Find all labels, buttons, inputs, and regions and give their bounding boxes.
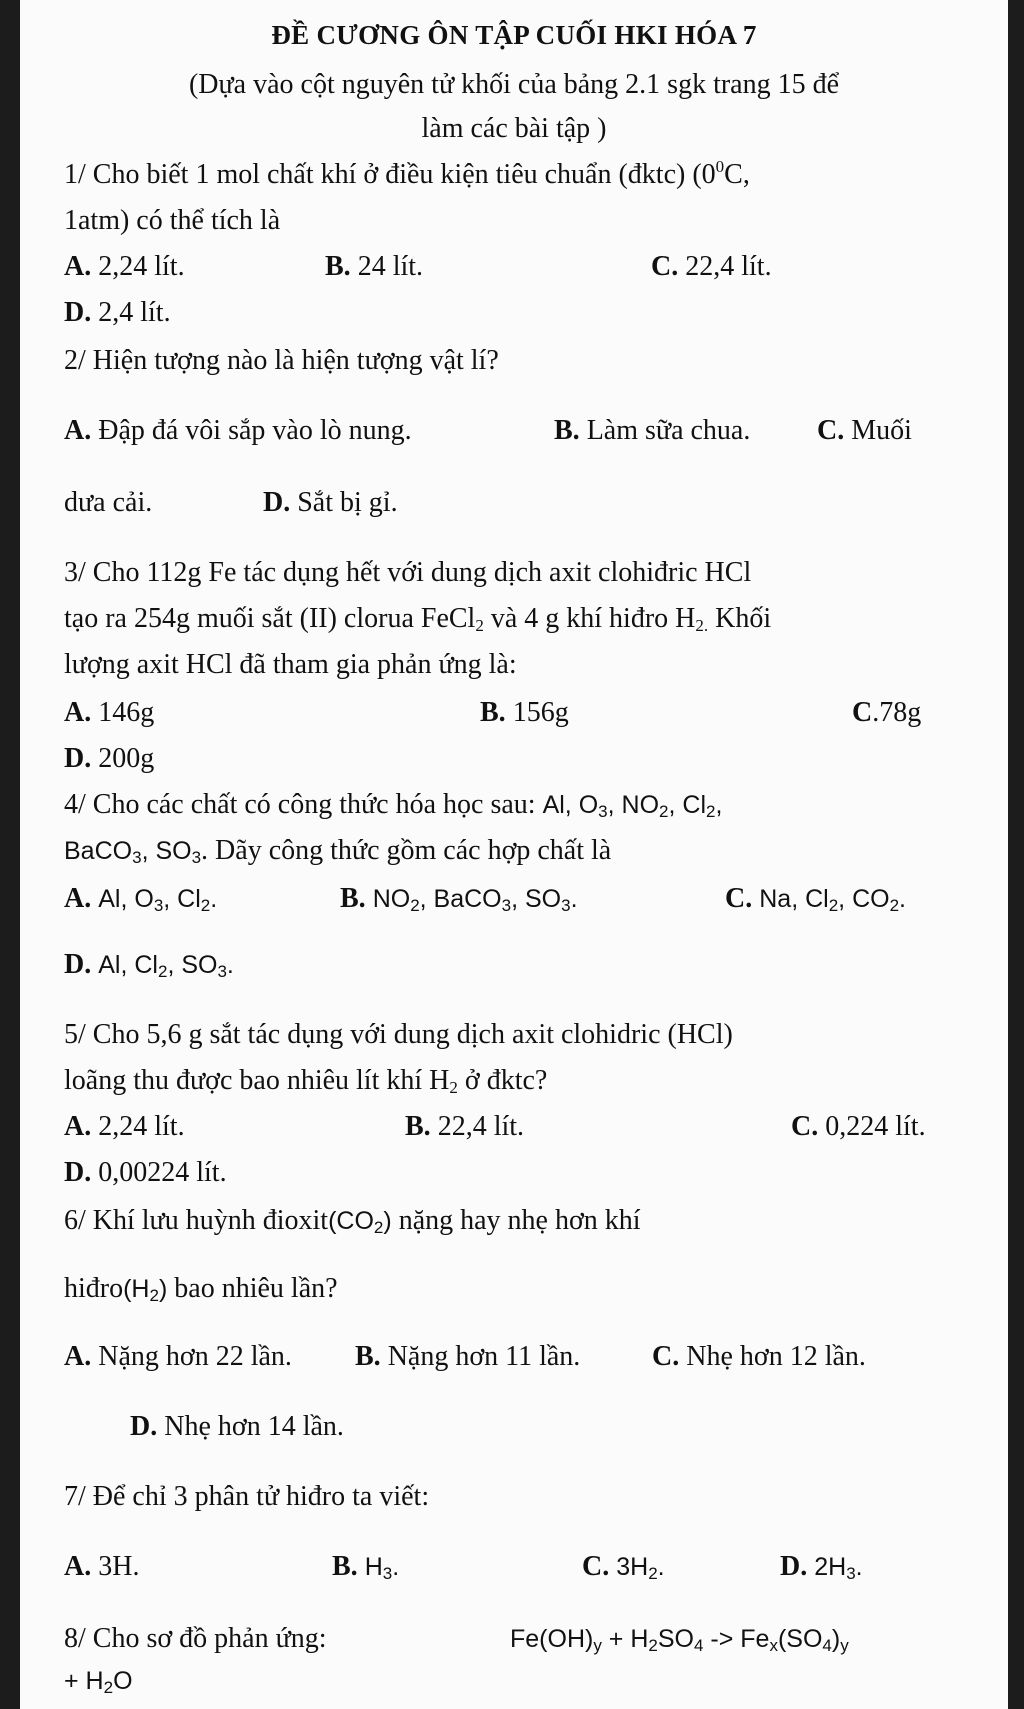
q1-option-b: B. 24 lít.	[325, 251, 424, 282]
q2-option-c-cont: dưa cải.	[64, 487, 153, 518]
q6-option-b: B. Nặng hơn 11 lần.	[355, 1341, 581, 1372]
q1-line-1: 1/ Cho biết 1 mol chất khí ở điều kiện tiêu chuẩn (đktc) ($0^0C$,	[64, 157, 750, 190]
q3-line-1: 3/ Cho 112g Fe tác dụng hết với dung dịch axit clohiđric HCl	[64, 557, 752, 588]
q5-option-b: B. 22,4 lít.	[405, 1111, 525, 1142]
q4-option-a: A. Al, $O_3$, $Cl_2$.	[64, 883, 218, 915]
q8-equation: $Fe(OH)_y + H_2SO_4 -> Fe_x(SO_4)_y$	[510, 1625, 849, 1655]
q4-line-1: 4/ Cho các chất có công thức hóa học sau: Al, $O_3$, $NO_2$, $Cl_2$,	[64, 789, 723, 821]
subtitle-line-2: làm các bài tập )	[421, 113, 607, 144]
q1-option-d: D. 2,4 lít.	[64, 297, 171, 328]
q6-option-a: A. Nặng hơn 22 lần.	[64, 1341, 292, 1372]
q5-line-1: 5/ Cho 5,6 g sắt tác dụng với dung dịch axit clohidric (HCl)	[64, 1019, 733, 1050]
subtitle-line-1: (Dựa vào cột nguyên tử khối của bảng 2.1 sgk trang 15 để	[188, 69, 840, 100]
q7-line-1: 7/ Để chỉ 3 phân tử hiđro ta viết:	[64, 1481, 430, 1512]
q1-option-c: C. 22,4 lít.	[651, 251, 772, 282]
q4-option-c: C. Na, $Cl_2$, $CO_2$.	[725, 883, 906, 915]
q6-line-1: 6/ Khí lưu huỳnh $đioxit(CO_2)$ nặng hay nhẹ hơn khí	[64, 1205, 641, 1237]
page-title: ĐỀ CƯƠNG ÔN TẬP CUỐI HKI HÓA 7	[271, 20, 757, 50]
q3-line-2: tạo ra 254g muối sắt (II) clorua FeCl$_2$ và 4 g khí hiđro $H_{2.}$ Khối	[64, 603, 772, 635]
q8-line-1: 8/ Cho sơ đồ phản ứng:	[64, 1623, 327, 1654]
q1-line-2: 1atm) có thể tích là	[64, 205, 281, 236]
q2-option-d: D. Sắt bị gỉ.	[263, 487, 398, 518]
q3-option-a: A. 146g	[64, 697, 155, 728]
q2-option-a: A. Đập đá vôi sắp vào lò nung.	[64, 415, 412, 446]
q5-option-c: C. 0,224 lít.	[791, 1111, 926, 1142]
document-page	[20, 0, 1008, 1709]
q5-option-d: D. 0,00224 lít.	[64, 1157, 227, 1188]
q7-option-d: D. $2H_3$.	[780, 1551, 863, 1583]
q2-option-b: B. Làm sữa chua.	[554, 415, 751, 446]
q6-line-2: $hiđro(H_2)$ bao nhiêu lần?	[64, 1273, 338, 1305]
q2-line-1: 2/ Hiện tượng nào là hiện tượng vật lí?	[64, 345, 499, 376]
q5-option-a: A. 2,24 lít.	[64, 1111, 185, 1142]
q3-option-d: D. 200g	[64, 743, 155, 774]
q3-line-3: lượng axit HCl đã tham gia phản ứng là:	[64, 649, 517, 680]
q7-option-a: A. 3H.	[64, 1551, 140, 1582]
q4-option-b: B. $NO_2$, BaCO$_3$, $SO_3$.	[340, 883, 578, 915]
q6-option-d: D. Nhẹ hơn 14 lần.	[130, 1411, 344, 1442]
q6-option-c: C. Nhẹ hơn 12 lần.	[652, 1341, 866, 1372]
q2-option-c: C. Muối	[817, 415, 912, 446]
q4-line-2: BaCO$_3$, $SO_3$. Dãy công thức gồm các hợp chất là	[64, 835, 612, 867]
q7-option-b: B. $H_3$.	[332, 1551, 400, 1583]
q4-option-d: D. Al, $Cl_2$, $SO_3$.	[64, 949, 234, 981]
q7-option-c: C. $3H_2$.	[582, 1551, 665, 1583]
q3-option-b: B. 156g	[480, 697, 569, 728]
q1-option-a: A. 2,24 lít.	[64, 251, 185, 282]
q8-equation-cont: + $H_2O$	[64, 1667, 133, 1697]
q3-option-c: C.78g	[852, 697, 922, 728]
q5-line-2: loãng thu được bao nhiêu lít khí $H_2$ ở đktc?	[64, 1065, 548, 1097]
